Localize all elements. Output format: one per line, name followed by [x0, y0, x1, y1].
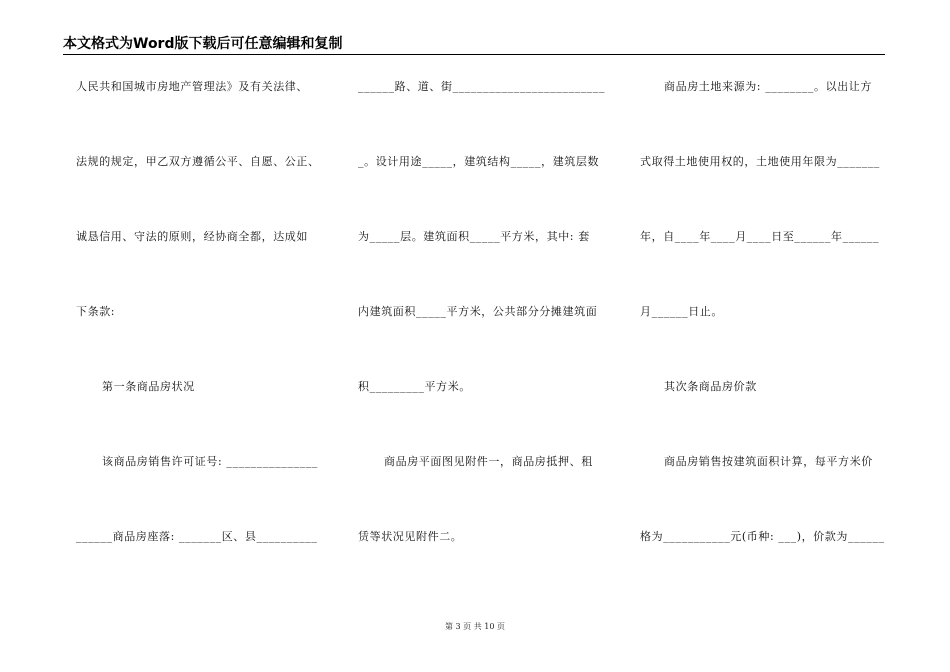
text-line: 积_________平方米。	[358, 380, 471, 393]
text-line: 年，自____年____月____日至______年______	[640, 230, 880, 243]
text-line: 月______日止。	[640, 305, 723, 318]
text-line: 为_____层。建筑面积_____平方米，其中: 套	[358, 230, 590, 243]
text-line: 诚恳信用、守法的原则，经协商全都，达成如	[76, 230, 308, 243]
text-line: 内建筑面积_____平方米，公共部分分摊建筑面	[358, 305, 598, 318]
section-heading: 第一条商品房状况	[102, 380, 195, 393]
text-column-3	[640, 0, 890, 600]
text-line: 式取得土地使用权的，土地使用年限为_______	[640, 155, 880, 168]
text-line: 该商品房销售许可证号: _______________	[102, 455, 318, 468]
text-line: ______路、道、街_________________________	[358, 80, 606, 93]
text-line: 商品房销售按建筑面积计算，每平方米价	[664, 455, 873, 468]
text-line: 赁等状况见附件二。	[358, 530, 463, 543]
text-line: _。设计用途_____，建筑结构_____，建筑层数	[358, 155, 600, 168]
text-line: 下条款:	[76, 305, 116, 318]
text-line: 格为___________元(币种: ___)，价款为______	[640, 530, 885, 543]
text-column-2	[358, 0, 608, 600]
page-number: 第 3 页 共 10 页	[445, 622, 505, 631]
text-line: 商品房平面图见附件一，商品房抵押、租	[384, 455, 593, 468]
text-line: 人民共和国城市房地产管理法》及有关法律、	[76, 80, 308, 93]
text-line: 商品房土地来源为: ________。以出让方	[664, 80, 873, 93]
header-title: 本文格式为Word版下载后可任意编辑和复制	[63, 36, 343, 52]
text-column-1	[76, 0, 326, 600]
section-heading: 其次条商品房价款	[664, 380, 757, 393]
text-line: ______商品房座落: _______区、县__________	[76, 530, 318, 543]
text-line: 法规的规定，甲乙双方遵循公平、自愿、公正、	[76, 155, 320, 168]
